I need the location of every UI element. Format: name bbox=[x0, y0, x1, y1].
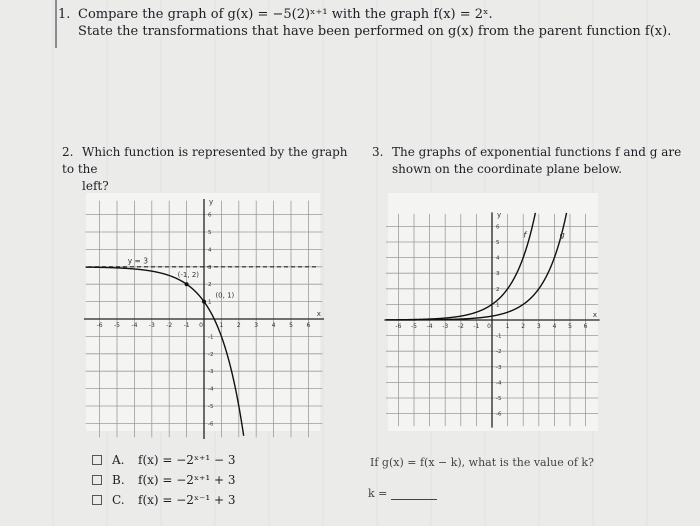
q3-graph-x-tick-label: -1 bbox=[473, 323, 480, 330]
k-label: k = bbox=[368, 487, 388, 500]
q3-graph-y-tick-label: 2 bbox=[496, 286, 500, 293]
q2-graph-x-axis-label: x bbox=[316, 310, 321, 318]
q3-graph-x-tick-label: -3 bbox=[442, 323, 449, 330]
q3-graph-x-tick-label: 5 bbox=[568, 323, 572, 330]
q3-graph-x-tick-label: -5 bbox=[411, 323, 417, 330]
q2-graph-x-tick-label: -3 bbox=[148, 322, 155, 329]
question-3-ask: If g(x) = f(x − k), what is the value of k? bbox=[370, 456, 594, 469]
question-2-number: 2. bbox=[62, 145, 74, 159]
q3-graph-x-tick-label: -2 bbox=[457, 323, 464, 330]
q3-graph-y-tick-label: -6 bbox=[496, 411, 502, 418]
q3-graph-x-tick-label: -6 bbox=[395, 323, 402, 330]
q3-graph-x-tick-label: 3 bbox=[536, 323, 541, 330]
q2-graph-y-tick-label: -6 bbox=[208, 421, 214, 428]
option-b-checkbox[interactable] bbox=[92, 475, 102, 485]
q3-graph-x-tick-label: -4 bbox=[426, 323, 433, 330]
q2-graph-y-tick-label: -5 bbox=[208, 404, 214, 410]
answer-options bbox=[92, 450, 236, 510]
question-1 bbox=[58, 6, 671, 40]
q2-graph-x-tick-label: -6 bbox=[96, 322, 103, 329]
q2-graph-x-tick-label: 2 bbox=[236, 322, 241, 329]
question-2-line1: Which function is represented by the graph to the bbox=[62, 145, 348, 176]
q2-point-b-label: (0, 1) bbox=[215, 291, 235, 300]
option-a[interactable] bbox=[92, 450, 236, 470]
q3-graph-background bbox=[388, 193, 598, 431]
header-margin-rule bbox=[55, 0, 57, 48]
option-c-checkbox[interactable] bbox=[92, 495, 102, 505]
q2-graph-x-tick-label: -1 bbox=[183, 322, 190, 329]
q2-point-b bbox=[202, 300, 206, 304]
q2-graph-x-tick-label: 6 bbox=[306, 322, 311, 329]
question-3 bbox=[372, 144, 692, 178]
q2-graph-y-tick-label: -2 bbox=[208, 351, 214, 358]
q3-graph-x-tick-label: 4 bbox=[552, 323, 557, 330]
option-c-text: f(x) = −2ˣ⁻¹ + 3 bbox=[138, 493, 236, 507]
q2-graph-y-tick-label: 3 bbox=[208, 264, 212, 271]
question-2-line2: left? bbox=[82, 179, 109, 193]
option-b-letter: B. bbox=[112, 473, 125, 487]
q3-graph-y-tick-label: 6 bbox=[496, 224, 500, 231]
q2-point-a-label: (-1, 2) bbox=[177, 271, 200, 280]
q2-graph-y-tick-label: -4 bbox=[208, 386, 214, 393]
q2-graph-y-tick-label: -1 bbox=[208, 334, 214, 341]
q3-f-label: f bbox=[523, 230, 527, 240]
q3-graph-y-tick-label: 4 bbox=[496, 255, 500, 262]
q3-graph-y-tick-label: -4 bbox=[496, 380, 502, 387]
q3-graph-y-tick-label: 1 bbox=[496, 302, 500, 309]
q2-graph-background bbox=[86, 193, 320, 431]
option-a-letter: A. bbox=[112, 453, 125, 467]
k-answer-blank[interactable] bbox=[391, 487, 437, 500]
q2-graph-x-tick-label: 4 bbox=[271, 322, 276, 329]
q2-point-a bbox=[185, 282, 189, 286]
option-c[interactable] bbox=[92, 490, 236, 510]
question-3-line1: The graphs of exponential functions f and g are bbox=[392, 145, 682, 159]
q2-graph-y-tick-label: 2 bbox=[208, 282, 212, 289]
q2-graph-x-tick-label: 0 bbox=[199, 322, 203, 329]
q3-graph-y-tick-label: 3 bbox=[496, 271, 500, 278]
q3-graph-x-tick-label: 6 bbox=[583, 323, 588, 330]
question-3-graph bbox=[388, 193, 598, 431]
option-b[interactable] bbox=[92, 470, 236, 490]
q3-graph-y-tick-label: -2 bbox=[496, 349, 502, 356]
q2-graph-x-tick-label: -5 bbox=[114, 322, 120, 329]
q2-graph-y-tick-label: -3 bbox=[208, 369, 214, 376]
q2-graph-x-tick-label: 5 bbox=[289, 322, 293, 329]
q3-graph-y-tick-label: -5 bbox=[496, 396, 502, 402]
q2-graph-x-tick-label: -2 bbox=[166, 322, 173, 329]
q3-graph-y-axis-label: y bbox=[497, 211, 502, 220]
question-1-number: 1. bbox=[58, 7, 71, 22]
option-c-letter: C. bbox=[112, 493, 125, 507]
q2-graph-y-tick-label: 6 bbox=[208, 212, 212, 219]
q2-graph-x-tick-label: -4 bbox=[131, 322, 138, 329]
q2-graph-y-tick-label: 5 bbox=[208, 230, 212, 236]
option-b-text: f(x) = −2ˣ⁺¹ + 3 bbox=[138, 473, 236, 487]
q3-graph-y-tick-label: 5 bbox=[496, 240, 500, 246]
question-2 bbox=[62, 144, 362, 195]
q2-graph-x-tick-label: 1 bbox=[219, 322, 224, 329]
q3-graph-x-axis-label: x bbox=[592, 311, 598, 319]
q2-graph-y-tick-label: 4 bbox=[208, 247, 212, 254]
question-1-line1: Compare the graph of g(x) = −5(2)ˣ⁺¹ with the graph f(x) = 2ˣ. bbox=[78, 7, 493, 22]
question-1-line2: State the transformations that have been performed on g(x) from the parent function f(x). bbox=[78, 24, 672, 39]
q2-graph-y-tick-label: 1 bbox=[208, 299, 212, 306]
question-2-graph bbox=[86, 193, 320, 431]
q3-g-label: g bbox=[559, 230, 565, 240]
option-a-text: f(x) = −2ˣ⁺¹ − 3 bbox=[138, 453, 236, 467]
question-3-number: 3. bbox=[372, 145, 384, 159]
q3-graph-y-tick-label: -3 bbox=[496, 364, 502, 371]
k-answer-line bbox=[368, 487, 437, 500]
q3-graph-x-tick-label: 0 bbox=[487, 323, 491, 330]
q3-graph-x-tick-label: 2 bbox=[521, 323, 526, 330]
q2-graph-y-axis-label: y bbox=[209, 198, 214, 207]
q2-asymptote-label: y = 3 bbox=[127, 256, 149, 266]
q3-graph-y-tick-label: -1 bbox=[496, 333, 502, 340]
question-3-line2: shown on the coordinate plane below. bbox=[392, 162, 623, 176]
option-a-checkbox[interactable] bbox=[92, 455, 102, 465]
q2-graph-x-tick-label: 3 bbox=[254, 322, 259, 329]
q3-graph-x-tick-label: 1 bbox=[505, 323, 510, 330]
